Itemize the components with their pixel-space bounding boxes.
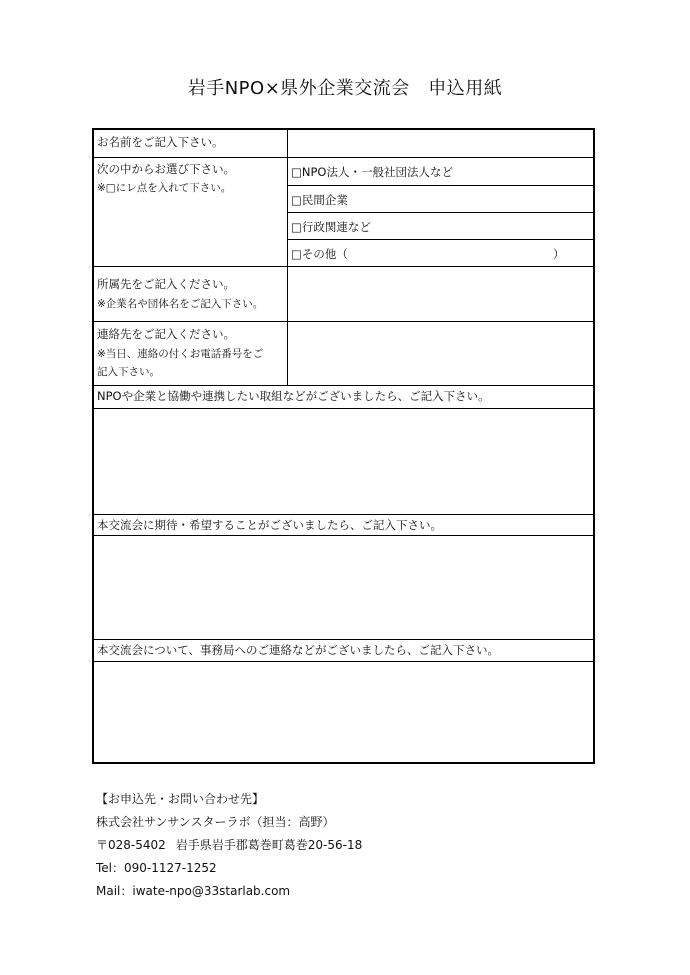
affiliation-label: 所属先をご記入ください。 <box>97 277 235 291</box>
contact-note-line2: 記入下さい。 <box>97 366 160 378</box>
name-input[interactable] <box>288 130 593 157</box>
row-divider <box>287 239 593 240</box>
question-secretariat-label: 本交流会について、事務局へのご連絡などがございましたら、ご記入下さい。 <box>97 643 500 657</box>
footer-tel: Tel：090-1127-1252 <box>96 861 217 875</box>
affiliation-note: ※企業名や団体名をご記入下さい。 <box>97 298 264 310</box>
contact-note-line1: ※当日、連絡の付くお電話番号をご <box>97 348 264 360</box>
name-label: お名前をご記入下さい。 <box>97 135 224 149</box>
type-label: 次の中からお選び下さい。 <box>97 162 235 176</box>
footer-address: 岩手県岩手郡葛巻町葛巻20-56-18 <box>175 838 363 852</box>
option-company[interactable]: □民間企業 <box>291 193 348 207</box>
application-form <box>92 128 595 764</box>
question-expectation-label: 本交流会に期待・希望することがございましたら、ご記入下さい。 <box>97 518 442 532</box>
footer-mail[interactable]: Mail：iwate-npo@33starlab.com <box>96 884 291 898</box>
type-note: ※□にレ点を入れて下さい。 <box>97 182 232 194</box>
footer-company: 株式会社サンサンスターラボ（担当：高野） <box>96 815 335 829</box>
option-npo[interactable]: □NPO法人・一般社団法人など <box>291 165 453 179</box>
footer-postal: 〒028-5402 <box>96 838 166 852</box>
page-title: 岩手NPO×県外企業交流会 申込用紙 <box>187 78 503 99</box>
contact-input[interactable] <box>288 322 593 385</box>
question-expectation-answer[interactable] <box>94 536 593 639</box>
footer-heading: 【お申込先・お問い合わせ先】 <box>96 792 265 806</box>
contact-footer <box>96 788 362 903</box>
question-collaboration-answer[interactable] <box>94 409 593 514</box>
row-divider <box>94 157 593 158</box>
contact-label: 連絡先をご記入ください。 <box>97 327 235 341</box>
footer-address-line <box>96 834 362 857</box>
affiliation-input[interactable] <box>288 267 593 321</box>
question-collaboration-label: NPOや企業と協働や連携したい取組などがございましたら、ご記入下さい。 <box>97 389 490 403</box>
option-other[interactable]: □その他（ <box>291 247 348 261</box>
row-divider <box>287 185 593 186</box>
option-government[interactable]: □行政関連など <box>291 220 371 234</box>
question-secretariat-answer[interactable] <box>94 662 593 762</box>
row-divider <box>287 212 593 213</box>
option-other-close: ） <box>553 247 565 261</box>
